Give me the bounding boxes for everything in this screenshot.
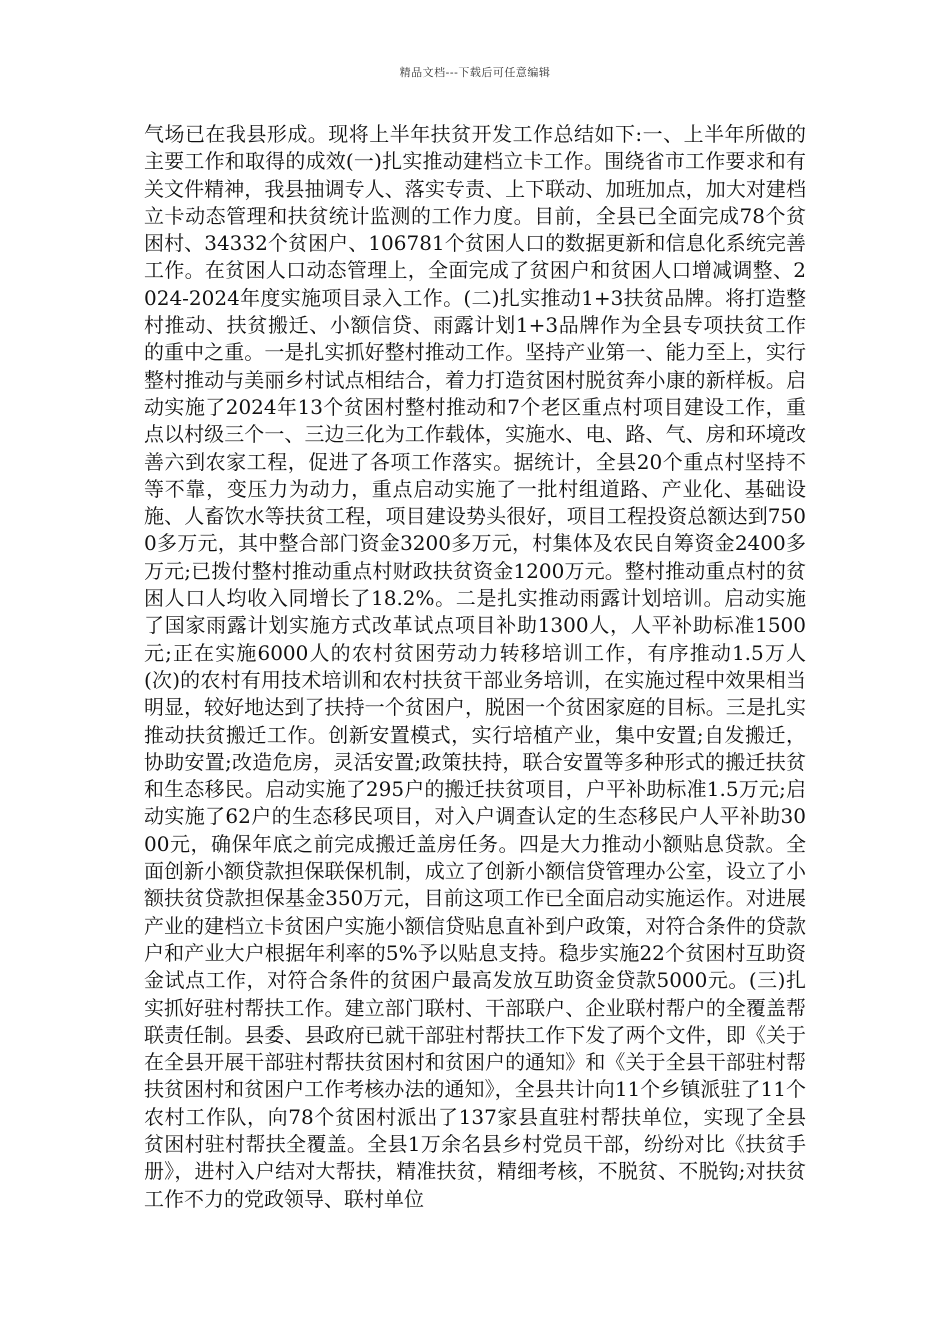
page-header: 精品文档---下载后可任意编辑 (399, 66, 551, 79)
body-text: 气场已在我县形成。现将上半年扶贫开发工作总结如下:一、上半年所做的主要工作和取得的成效(一)扎实推动建档立卡工作。围绕省市工作要求和有关文件精神，我县抽调专人、落实专责、上下联动、加班加点，加大对建档立卡动态管理和扶贫统计监测的工作力度。目前，全县已全面完成78个贫困村、34332个贫困户、106781个贫困人口的数据更新和信息化系统完善工作。在贫困人口动态管理上，全面完成了贫困户和贫困人口增减调整、2024-2024年度实施项目录入工作。(二)扎实推动1+3扶贫品牌。将打造整村推动、扶贫搬迁、小额信贷、雨露计划1+3品牌作为全县专项扶贫工作的重中之重。一是扎实抓好整村推动工作。坚持产业第一、能力至上，实行整村推动与美丽乡村试点相结合，着力打造贫困村脱贫奔小康的新样板。启动实施了2024年13个贫困村整村推动和7个老区重点村项目建设工作，重点以村级三个一、三边三化为工作载体，实施水、电、路、气、房和环境改善六到农家工程，促进了各项工作落实。据统计，全县20个重点村坚持不等不靠，变压力为动力，重点启动实施了一批村组道路、产业化、基础设施、人畜饮水等扶贫工程，项目建设势头很好，项目工程投资总额达到7500多万元，其中整合部门资金3200多万元，村集体及农民自筹资金2400多万元;已拨付整村推动重点村财政扶贫资金1200万元。整村推动重点村的贫困人口人均收入同增长了18.2%。二是扎实推动雨露计划培训。启动实施了国家雨露计划实施方式改革试点项目补助1300人，人平补助标准1500元;正在实施6000人的农村贫困劳动力转移培训工作，有序推动1.5万人(次)的农村有用技术培训和农村扶贫干部业务培训，在实施过程中效果相当明显，较好地达到了扶持一个贫困户，脱困一个贫困家庭的目标。三是扎实推动扶贫搬迁工作。创新安置模式，实行培植产业，集中安置;自发搬迁，协助安置;改造危房，灵活安置;政策扶持，联合安置等多种形式的搬迁扶贫和生态移民。启动实施了295户的搬迁扶贫项目，户平补助标准1.5万元;启动实施了62户的生态移民项目，对入户调查认定的生态移民户人平补助3000元，确保年底之前完成搬迁盖房任务。四是大力推动小额贴息贷款。全面创新小额贷款担保联保机制，成立了创新小额信贷管理办公室，设立了小额扶贫贷款担保基金350万元，目前这项工作已全面启动实施运作。对进展产业的建档立卡贫困户实施小额信贷贴息直补到户政策，对符合条件的贷款户和产业大户根据年利率的5%予以贴息支持。稳步实施22个贫困村互助资金试点工作，对符合条件的贫困户最高发放互助资金贷款5000元。(三)扎实抓好驻村帮扶工作。建立部门联村、干部联户、企业联村帮户的全覆盖帮联责任制。县委、县政府已就干部驻村帮扶工作下发了两个文件，即《关于在全县开展干部驻村帮扶贫困村和贫困户的通知》和《关于全县干部驻村帮扶贫困村和贫困户工作考核办法的通知》，全县共计向11个乡镇派驻了11个农村工作队，向78个贫困村派出了137家县直驻村帮扶单位，实现了全县贫困村驻村帮扶全覆盖。全县1万余名县乡村党员干部，纷纷对比《扶贫手册》，进村入户结对大帮扶，精准扶贫，精细考核，不脱贫、不脱钩;对扶贫工作不力的党政领导、联村单位 (144, 122, 806, 1211)
